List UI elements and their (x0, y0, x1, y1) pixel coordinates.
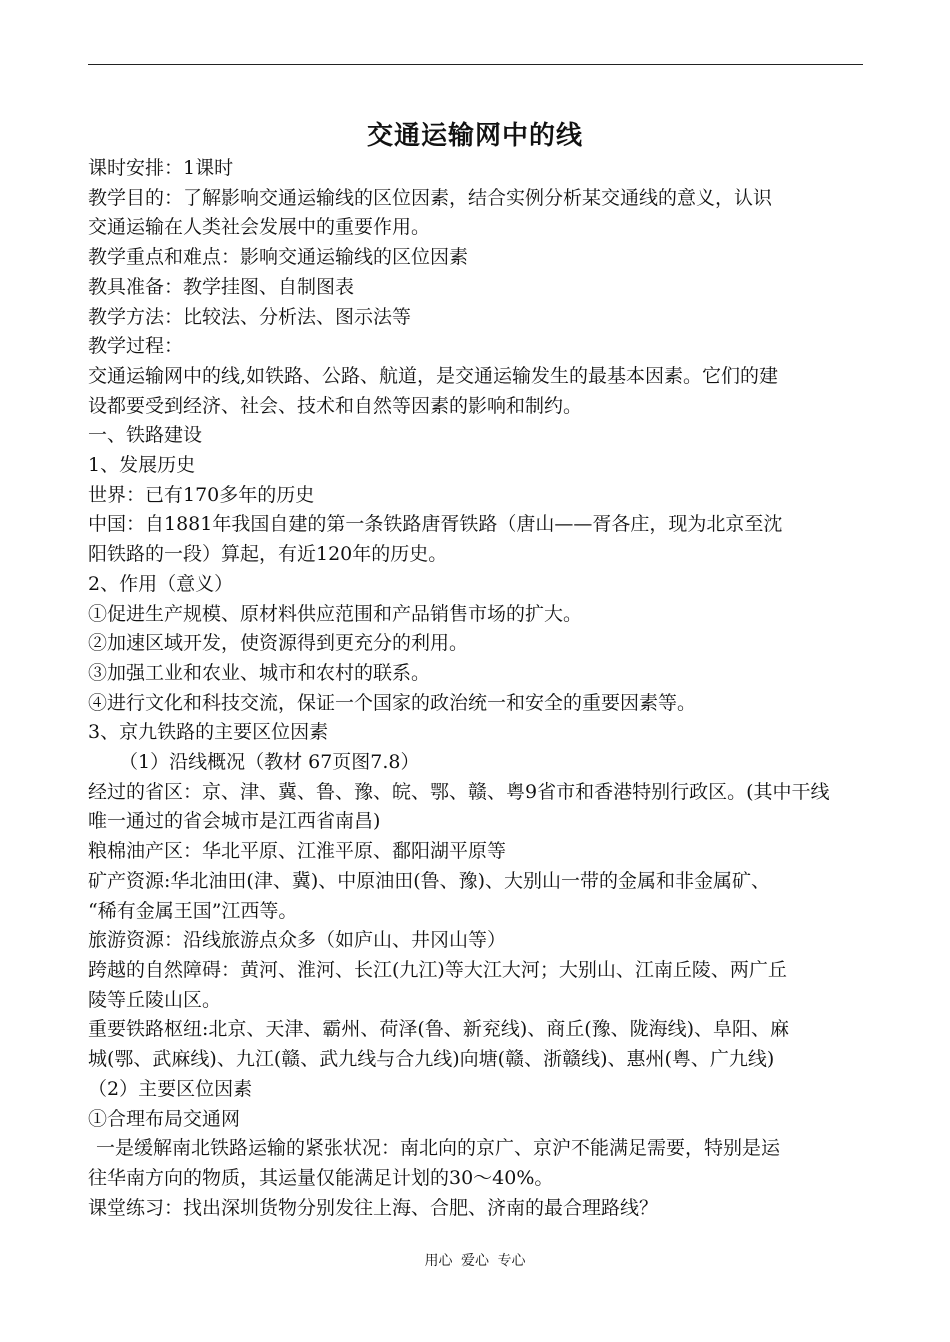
text-line: 矿产资源:华北油田(津、冀)、中原油田(鲁、豫)、大别山一带的金属和非金属矿、 (88, 869, 771, 892)
text-line: 教具准备：教学挂图、自制图表 (88, 275, 355, 298)
text-line: 一是缓解南北铁路运输的紧张状况：南北向的京广、京沪不能满足需要，特别是运 (96, 1137, 781, 1160)
text-line: 设都要受到经济、社会、技术和自然等因素的影响和制约。 (88, 394, 583, 417)
list-item: ①促进生产规模、原材料供应范围和产品销售市场的扩大。 (88, 602, 583, 625)
text-line: 经过的省区：京、津、冀、鲁、豫、皖、鄂、赣、粤9省市和香港特别行政区。(其中干线 (88, 780, 830, 803)
text-line: 课堂练习：找出深圳货物分别发往上海、合肥、济南的最合理路线？ (88, 1196, 659, 1219)
text-line: 唯一通过的省会城市是江西省南昌) (88, 810, 381, 833)
text-line: 教学过程： (88, 335, 184, 358)
list-item: ①合理布局交通网 (88, 1107, 241, 1130)
text-line: 往华南方向的物质，其运量仅能满足计划的30～40%。 (88, 1166, 554, 1189)
section-heading: 一、铁路建设 (88, 424, 203, 447)
text-line: “稀有金属王国”江西等。 (88, 899, 298, 922)
text-line: 教学方法：比较法、分析法、图示法等 (88, 305, 412, 328)
subsection-heading: 1、发展历史 (88, 454, 196, 477)
text-line: 旅游资源：沿线旅游点众多（如庐山、井冈山等） (88, 929, 507, 952)
page-footer: 用心 爱心 专心 (424, 1253, 526, 1269)
subsection-heading: 3、京九铁路的主要区位因素 (88, 721, 329, 744)
text-line: 交通运输网中的线,如铁路、公路、航道，是交通运输发生的最基本因素。它们的建 (88, 364, 779, 387)
document-body (88, 154, 863, 1223)
text-line: 中国：自1881年我国自建的第一条铁路唐胥铁路（唐山——胥各庄，现为北京至沈 (88, 513, 783, 536)
text-line: 粮棉油产区：华北平原、江淮平原、鄱阳湖平原等 (88, 840, 507, 863)
sub-heading: （2）主要区位因素 (88, 1077, 253, 1100)
text-line: 教学目的：了解影响交通运输线的区位因素，结合实例分析某交通线的意义，认识 (88, 186, 773, 209)
list-item: ②加速区域开发，使资源得到更充分的利用。 (88, 632, 469, 655)
text-line: 课时安排：1课时 (88, 157, 234, 179)
text-line: 阳铁路的一段）算起，有近120年的历史。 (88, 543, 448, 566)
text-line: 教学重点和难点：影响交通运输线的区位因素 (88, 246, 469, 269)
text-line: 城(鄂、武麻线)、九江(赣、武九线与合九线)向塘(赣、浙赣线)、惠州(粤、广九线) (88, 1048, 775, 1071)
subsection-heading: 2、作用（意义） (88, 572, 234, 595)
sub-heading: （1）沿线概况（教材 67页图7.8） (119, 751, 420, 774)
list-item: ③加强工业和农业、城市和农村的联系。 (88, 661, 431, 684)
text-line: 跨越的自然障碍：黄河、淮河、长江(九江)等大江大河；大别山、江南丘陵、两广丘 (88, 958, 787, 981)
page-title: 交通运输网中的线 (366, 121, 583, 151)
text-line: 世界：已有170多年的历史 (88, 483, 315, 506)
text-line: 陵等丘陵山区。 (88, 988, 222, 1011)
header-rule (88, 64, 863, 65)
text-line: 交通运输在人类社会发展中的重要作用。 (88, 216, 431, 239)
text-line: 重要铁路枢纽:北京、天津、霸州、荷泽(鲁、新兖线)、商丘(豫、陇海线)、阜阳、麻 (88, 1018, 790, 1041)
list-item: ④进行文化和科技交流，保证一个国家的政治统一和安全的重要因素等。 (88, 691, 697, 714)
